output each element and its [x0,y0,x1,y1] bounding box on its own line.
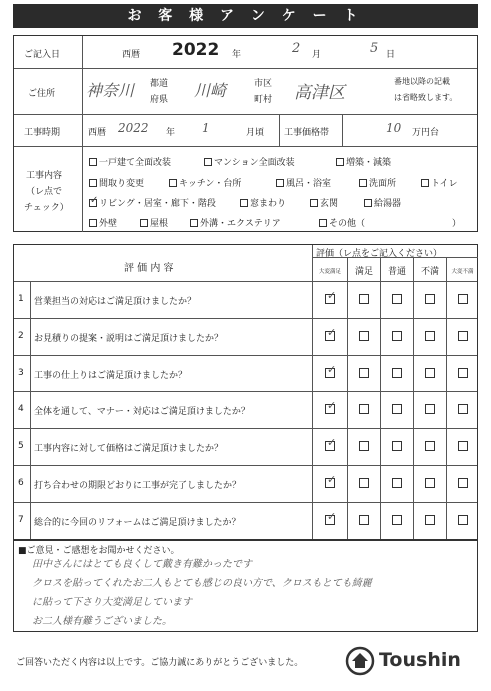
info-section [13,35,478,232]
rating-checkbox[interactable] [392,404,402,414]
checkbox[interactable] [421,179,429,187]
rating-checkbox[interactable] [458,294,468,304]
city-unit-top: 市区 [254,79,273,89]
price-label: 工事価格帯 [284,128,330,138]
date-month[interactable]: 2 [292,41,301,56]
house-icon [345,646,375,676]
brand-name: Toushin [379,649,461,671]
checkbox[interactable] [89,219,97,227]
work-option-label: 玄関 [320,199,339,209]
checkbox[interactable] [276,179,284,187]
question-number: 1 [18,294,24,304]
comment-line: に貼って下さり大変満足しています [32,597,192,608]
work-option-label: 外壁 [99,219,118,229]
work-option[interactable] [140,216,168,229]
work-option-label: 風呂・浴室 [286,179,332,189]
question-number: 7 [18,514,24,525]
work-option[interactable] [319,216,365,229]
checkbox[interactable] [359,179,367,187]
comment-line: クロスを貼ってくれたお二人もとても感じの良い方で、クロスもとても綺麗 [32,578,372,589]
address-note-2: は省略致します。 [394,93,458,102]
comment-line: お二人様有難うございました。 [32,616,172,627]
period-label: 工事時期 [24,128,61,138]
work-option-label: 屋根 [150,219,169,229]
content-label-3: チェック） [24,203,69,213]
rating-checkbox[interactable] [392,331,402,341]
rating-checkbox[interactable] [425,515,435,525]
checkbox[interactable] [319,219,327,227]
checkbox[interactable] [190,219,198,227]
question-row [14,318,477,355]
checkbox[interactable] [89,199,97,207]
rating-checkbox[interactable] [359,331,369,341]
rating-checkbox[interactable] [359,404,369,414]
checkbox[interactable] [89,179,97,187]
comments-section [13,540,478,632]
work-option-label: リビング・居室・廊下・階段 [99,199,216,209]
toushin-logo [345,646,475,676]
work-option-label: 増築・減築 [346,158,392,168]
checkbox[interactable] [310,199,318,207]
work-option-label: 一戸建て全面改装 [99,158,172,168]
question-text: 全体を通して、マナー・対応はご満足頂けましたか？ [34,407,250,418]
comment-line: 田中さんにはとても良くして戴き有難かったです [32,559,252,570]
survey-title: お 客 様 ア ン ケ ー ト [13,4,478,28]
period-year[interactable]: 2022 [118,121,149,135]
period-month-unit: 月頃 [246,128,265,138]
work-option-label: 洗面所 [369,179,397,189]
rating-header: 評価（レ点をご記入ください） [316,249,443,259]
work-option[interactable] [336,155,391,168]
work-option-label: トイレ [431,179,458,189]
work-option-label: キッチン・台所 [179,179,242,189]
question-text: 工事内容に対して価格はご満足頂けましたか？ [34,444,224,455]
rating-checkbox[interactable] [458,515,468,525]
rating-checkbox[interactable] [458,478,468,488]
rating-checkbox[interactable] [359,368,369,378]
date-day-unit: 日 [386,50,396,60]
rating-column-header: 大変満足 [318,269,341,275]
rating-checkbox[interactable] [392,294,402,304]
work-option[interactable] [89,196,216,209]
question-row [14,391,477,428]
work-option[interactable] [359,176,396,189]
work-option[interactable] [240,196,286,209]
checkbox[interactable] [364,199,372,207]
rating-checkbox[interactable] [325,404,335,414]
rating-checkbox[interactable] [458,331,468,341]
address-city[interactable]: 川崎 [194,81,227,100]
rating-checkbox[interactable] [325,441,335,451]
question-number: 2 [18,330,24,341]
price-value[interactable]: 10 [386,121,402,135]
rating-checkbox[interactable] [325,294,335,304]
question-number: 6 [18,478,24,488]
rating-column-header: 不満 [420,267,439,277]
rating-checkbox[interactable] [425,368,435,378]
date-label: ご記入日 [24,50,61,60]
rating-checkbox[interactable] [325,331,335,341]
rating-checkbox[interactable] [425,441,435,451]
question-row [14,502,477,539]
work-option[interactable] [276,176,331,189]
address-label: ご住所 [28,89,56,99]
period-year-unit: 年 [166,128,176,138]
checkbox[interactable] [89,158,97,166]
rating-checkbox[interactable] [325,515,335,525]
question-number: 3 [18,367,24,378]
work-option-label: 間取り変更 [99,179,145,189]
date-year: 2022 [172,40,220,60]
address-ward[interactable]: 高津区 [294,83,345,103]
question-number: 5 [18,441,24,452]
checkbox[interactable] [336,158,344,166]
rating-checkbox[interactable] [425,404,435,414]
date-year-unit: 年 [232,50,242,60]
rating-checkbox[interactable] [392,368,402,378]
checkbox[interactable] [240,199,248,207]
question-text: 打ち合わせの期限どおりに工事が完了しましたか？ [34,481,242,491]
other-close: ） [452,219,462,229]
work-option-label: 給湯器 [374,199,402,209]
date-month-unit: 月 [312,50,322,60]
address-prefecture[interactable]: 神奈川 [86,81,135,100]
question-row [14,428,477,465]
pref-unit-top: 都道 [150,79,169,89]
work-option[interactable] [89,155,171,168]
work-option-label: その他（ [329,219,366,229]
work-option-label: 外溝・エクステリア [200,219,281,229]
rating-checkbox[interactable] [359,515,369,525]
rating-column-header: 大変不満 [451,269,474,275]
address-note-1: 番地以降の記載 [394,77,450,86]
question-text: お見積りの提案・説明はご満足頂けましたか？ [34,333,224,344]
work-option-label: 窓まわり [250,199,287,209]
content-label-2: （レ点で [26,187,63,197]
question-text: 総合的に今回のリフォームはご満足頂けましたか？ [34,517,241,528]
question-number: 4 [18,404,24,415]
pref-unit-bottom: 府県 [150,95,169,105]
date-era: 西暦 [122,50,141,60]
rating-checkbox[interactable] [325,368,335,378]
rating-checkbox[interactable] [359,441,369,451]
rating-checkbox[interactable] [425,331,435,341]
question-row [14,355,477,392]
work-option[interactable] [169,176,241,189]
rating-checkbox[interactable] [425,294,435,304]
city-unit-bottom: 町村 [254,95,273,105]
work-option[interactable] [89,216,117,229]
rating-checkbox[interactable] [325,478,335,488]
question-text: 工事の仕上りはご満足頂けましたか？ [34,370,188,381]
price-unit: 万円台 [412,128,440,138]
work-option[interactable] [89,176,144,189]
work-option[interactable] [421,176,458,189]
rating-checkbox[interactable] [392,515,402,525]
work-option[interactable] [204,155,295,168]
rating-checkbox[interactable] [425,478,435,488]
rating-checkbox[interactable] [359,294,369,304]
rating-checkbox[interactable] [392,478,402,488]
question-row [14,465,477,502]
checkbox[interactable] [169,179,177,187]
content-label-1: 工事内容 [26,171,63,181]
rating-column-header: 満足 [354,267,373,277]
rating-checkbox[interactable] [458,404,468,414]
rating-checkbox[interactable] [392,441,402,451]
footer-thanks: ご回答いただく内容は以上です。ご協力誠にありがとうございました。 [16,658,304,668]
work-option[interactable] [364,196,401,209]
period-month[interactable]: 1 [202,121,210,135]
question-text: 営業担当の対応はご満足頂けましたか？ [34,297,197,307]
rating-checkbox[interactable] [458,368,468,378]
checkbox[interactable] [204,158,212,166]
work-option[interactable] [190,216,281,229]
work-option-label: マンション全面改装 [214,158,295,168]
comments-header: ■ご意見・ご感想をお聞かせください。 [18,546,180,556]
evaluation-table [13,244,478,540]
work-option[interactable] [310,196,338,209]
checkbox[interactable] [140,219,148,227]
evaluation-header: 評 価 内 容 [124,263,174,274]
period-era: 西暦 [88,128,107,138]
question-row [14,281,477,318]
rating-checkbox[interactable] [359,478,369,488]
date-day[interactable]: 5 [370,41,379,56]
rating-column-header: 普通 [387,267,406,277]
rating-checkbox[interactable] [458,441,468,451]
